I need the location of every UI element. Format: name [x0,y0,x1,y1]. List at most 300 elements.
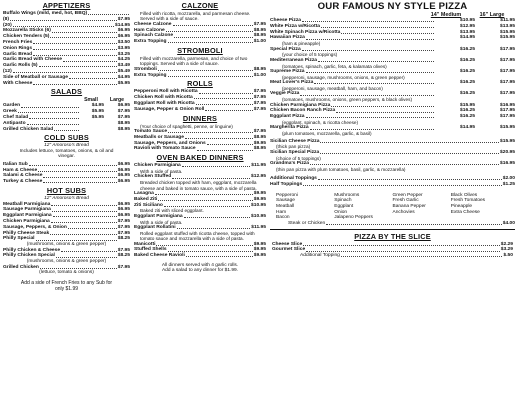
oven-baked-footer-1: All dinners served with 4 garlic rolls. [161,263,239,268]
item-price: $7.95 [117,230,130,236]
topping-option: Jalapeno Peppers [334,215,373,221]
item-name: Buffalo Wings (mild, med, hot, BBQ) [3,11,88,16]
item-name: Baked Cheese Ravioli [134,253,185,259]
menu-row [134,146,266,152]
item-price: $7.95 [117,264,130,270]
pizza-note: (plum tomatoes, mozzarella, garlic, & basil) [282,131,372,137]
dot-leader [33,52,117,56]
dot-leader [196,101,253,105]
steak-topping-label: Steak or Chicken [288,220,326,226]
pizza-large-price: $15.95 [500,35,515,41]
salad-large-price: $8.95 [117,120,130,126]
dot-leader [186,253,253,257]
dot-leader [63,57,117,61]
pizza-name: Meat Lover's Pizza [270,80,314,86]
item-name: Tomato Sauce [134,129,168,134]
item-name: With Cheese [3,80,33,86]
dinners-heading: DINNERS [182,113,218,123]
item-price: $11.95 [251,163,266,169]
item-price: $3.29 [500,247,513,253]
dot-leader [302,18,434,22]
pizza-medium-price: $15.95 [460,102,475,108]
item-name: Grandma's Pizza [270,161,309,167]
dot-leader [33,81,116,85]
item-name: French Fries [3,39,33,45]
item-price: $7.95 [117,247,130,253]
dot-leader [302,47,434,51]
pizza-name: White Pizza w/Ricotta [270,23,320,29]
item-name: Chicken Tenders (5) [3,34,50,40]
item-name: Philly Chicken & Cheese [3,247,61,253]
half-toppings-label: Half Toppings [270,182,303,188]
dot-leader [185,135,253,139]
menu-row [3,81,130,87]
topping-option: Black Olives [450,192,478,198]
item-price: $9.95 [253,253,266,259]
item-name: Ham Calzone [134,27,165,33]
salads-list [3,103,130,132]
topping-option: Bacon [276,215,290,221]
item-price: $7.95 [117,224,130,230]
dot-leader [336,108,434,112]
item-price: $6.95 [117,161,130,167]
dot-leader [172,174,250,178]
topping-option: Pepperoni [276,192,298,198]
dot-leader [306,35,434,39]
pizza-medium-price: $14.95 [460,125,475,131]
item-name: Philly Chicken Special [3,253,55,259]
dot-leader [21,103,79,107]
calzone-desc: Filled with ricotta, mozzarella, and parmesan cheese. Served with a side of sauce. [140,11,251,22]
item-name: (12) [3,68,12,74]
dot-leader [310,125,434,129]
item-name: Baked Ziti [134,196,158,202]
dot-leader [164,203,250,207]
dot-leader [38,168,117,172]
item-price: $10.95 [251,213,266,219]
item-name: Salami & Cheese [3,173,43,179]
topping-option: Green Pepper [392,192,423,198]
item-name: Gourmet Slice [272,247,306,253]
topping-option: Pineapple [450,204,473,209]
dot-leader [53,213,117,217]
dot-leader [51,202,116,206]
appetizers-heading: APPETIZERS [42,1,91,10]
item-name: Sicilian Special Pizza [270,149,320,155]
item-name: Eggplant Rollatini [134,225,176,230]
item-name: Stromboli [134,66,157,72]
additional-toppings-price: $2.00 [502,176,515,182]
calzone-list [134,22,266,45]
item-name: Italian Sub [3,161,28,167]
item-price: $9.95 [253,140,266,146]
dot-leader [168,129,253,133]
topping-option: Meatball [276,204,295,209]
item-name: Meatball Parmigiana [3,201,51,207]
item-name: Spinach Calzone [134,33,174,39]
item-note: (thin pan pizza with plum tomatoes, basil, garlic, & mozzarella) [276,166,406,172]
item-price: $9.95 [253,196,266,202]
item-price: $6.95 [117,207,130,213]
topping-option: Fresh Garlic [392,198,419,204]
salad-small-price: $5.95 [91,109,104,115]
item-price: $6.95 [117,34,130,40]
topping-option: Fresh Tomatoes [450,198,486,204]
item-name: Manicotti [134,241,156,247]
salads-large-label: Large [109,97,125,104]
item-price: $9.95 [253,247,266,253]
salad-small-price: $4.95 [91,103,104,109]
item-name: Garlic Bread with Cheese [3,57,62,63]
item-name: Additional Topping [300,253,340,259]
pizza-large-price: $13.95 [500,23,515,29]
pizza-medium-price: $14.95 [460,35,475,41]
dot-leader [43,173,116,177]
salad-small-price [80,127,104,133]
hot-subs-subtitle: 12" Amoroso's Bread [44,195,89,201]
pizza-large-price: $15.95 [500,29,515,35]
item-name: Garlic Rolls (5) [3,63,38,69]
hot-subs-list [3,202,130,276]
dot-leader [43,179,116,183]
dot-leader [155,191,253,195]
pizza-note: (pepperoni, sausage, meatball, ham, and bacon) [282,86,383,91]
pizza-large-price: $17.95 [500,108,515,114]
dot-leader [173,22,253,26]
item-name: Cheese Slice [272,241,303,247]
steak-topping-price: $4.00 [502,220,515,226]
item-price: $2.29 [500,241,513,247]
item-name: Philly Special [3,236,35,242]
stromboli-list [134,67,266,79]
item-price: $6.95 [117,201,130,207]
oven-baked-footer-2: Add a salad to any dinner for $1.99. [161,268,238,274]
menu-row [3,179,130,185]
dot-leader [69,75,117,79]
item-name: Philly Cheese Steak [3,230,50,236]
item-note: With a side of pasta. [140,168,183,174]
half-toppings-price: $1.25 [502,182,515,188]
dot-leader [56,253,117,257]
hot-subs-heading: HOT SUBS [46,185,87,195]
item-price: $8.95 [253,33,266,39]
salad-large-price: $6.95 [117,103,130,109]
pizza-large-price: $17.95 [500,46,515,52]
cold-subs-subtitle: 12" Amoroso's Bread [44,143,89,149]
item-name: Side of Meatball or Sausage [3,74,68,80]
dot-leader [166,28,253,32]
pizza-specials-list [270,139,515,173]
dot-leader [33,40,116,44]
item-name: Pepperoni Roll with Ricotta [134,89,198,95]
pizza-name: Margherita Pizza [270,125,309,131]
item-price: $8.25 [117,253,130,259]
toppings-grid [270,193,515,221]
dot-leader [306,247,500,251]
dot-leader [88,11,129,15]
topping-option: Ham [276,209,287,215]
dot-leader [177,225,251,229]
pizza-note: (your choice of 5 toppings) [282,52,338,58]
pizza-name: Veggie Pizza [270,91,300,97]
pizza-medium-price: $16.25 [460,69,475,74]
item-price: $7.95 [117,16,130,22]
rolls-list [134,89,266,112]
dot-leader [168,39,253,43]
dot-leader [36,236,117,240]
item-name: Eggplant Roll with Ricotta [134,101,195,106]
item-price: $7.95 [117,218,130,224]
item-note: Breaded chicken topped with ham, eggplant, mozzarella cheese and baked in tomato sauce, with a side of pasta. [140,180,257,191]
item-price: $.50 [503,253,513,259]
cold-subs-list [3,162,130,185]
pizza-medium-price: $16.25 [460,108,475,114]
dot-leader [158,67,253,71]
item-price: $5.95 [117,80,130,86]
dot-leader [33,46,117,50]
item-name: Stuffed Shells [134,247,167,253]
item-name: Extra Topping [134,72,167,78]
item-price: $8.95 [253,66,266,72]
pizza-medium-price: $10.95 [460,18,475,23]
salad-name: Antipasto [3,120,26,126]
item-price: $3.25 [117,51,130,57]
dot-leader [168,247,253,251]
item-name: Grilled Chicken [3,264,39,270]
dot-leader [13,69,117,73]
pizza-large-price: $15.95 [500,125,515,131]
item-price: $9.95 [253,191,266,196]
item-price: $6.95 [117,167,130,173]
pizza-medium-price: $16.25 [460,57,475,63]
item-note: With a side of pasta. [140,219,183,225]
item-price: $4.95 [117,74,130,80]
item-price: $6.95 [117,179,130,185]
pizza-note: (pepperoni, sausage, mushrooms, onions, & green pepper) [282,74,405,80]
pizza-name: Mediterranean Pizza [270,57,318,63]
dot-leader [341,30,434,34]
item-price: $16.95 [500,161,515,167]
pizza-list [270,18,515,137]
item-price: $7.95 [253,101,266,106]
dot-leader [182,163,251,167]
item-price: $3.49 [117,63,130,69]
pizza-name: Eggplant Pizza [270,114,305,120]
dot-leader [27,121,79,125]
dot-leader [29,162,117,166]
pizza-note: (ham & pineapple) [282,41,321,47]
appetizers-list [3,11,130,86]
item-price: $6.95 [117,28,130,34]
dot-leader [50,34,116,38]
item-note: (choice of 5 toppings) [276,155,321,161]
column-middle [134,0,266,274]
dot-leader [158,197,252,201]
item-price: $3.50 [117,39,130,45]
pizza-medium-price: $13.95 [460,29,475,35]
item-name: Turkey & Cheese [3,179,43,185]
pizza-name: Hawaiian Pizza [270,35,305,41]
item-price: $7.95 [253,95,266,101]
salad-name: Chef Salad [3,114,29,120]
salads-small-label: Small [84,97,98,104]
dot-leader [13,23,114,27]
item-price: $4.25 [117,57,130,63]
item-price: $3.95 [117,45,130,51]
pizza-large-price: $17.95 [500,69,515,74]
item-price: $10.95 [251,202,266,208]
rolls-heading: ROLLS [187,79,213,89]
salad-large-price: $8.95 [117,126,130,132]
item-name: Lasagna [134,191,154,196]
slice-heading: PIZZA BY THE SLICE [354,231,431,241]
item-note: Rolled eggplant stuffed with ricotta cheese, topped with tomato sauce and mozzarella with a side of pasta. [140,230,255,242]
item-price: $8.95 [253,146,266,152]
dot-leader [50,231,117,235]
pizza-name: Supreme Pizza [270,69,305,74]
menu-row [134,39,266,45]
pizza-medium-price: $16.25 [460,80,475,86]
item-note: (lettuce, tomato & onions) [39,270,94,276]
dot-leader [205,107,252,111]
dot-leader [29,115,79,119]
topping-option: Sausage [276,198,295,204]
item-name: Eggplant Parmigiana [134,213,183,219]
topping-option: Extra Cheese [450,209,480,215]
item-name: Cheese Calzone [134,21,172,27]
item-price: $8.95 [253,134,266,140]
topping-option: Anchovies [392,209,415,215]
item-name: Ziti Siciliano [134,202,163,208]
item-note: Baked ziti with sliced eggplant. [140,208,204,214]
dinners-list [134,129,266,152]
stromboli-desc: Filled with mozzarella, parmesan, and choice of two toppings. Served with a side of sauce. [140,56,248,67]
item-name: Onion Rings [3,45,33,51]
item-price: $11.95 [251,225,266,230]
pizza-medium-price: $16.25 [460,114,475,120]
dot-leader [52,28,117,32]
dot-leader [320,150,499,154]
pizza-name: Special Pizza [270,46,301,52]
dot-leader [61,248,117,252]
dinners-desc: (Your choice of spaghetti, penne, or linguine) [140,123,233,129]
slice-list [270,242,515,259]
pizza-large-price: $16.95 [500,102,515,108]
item-price: $6.95 [117,213,130,219]
item-name: Ravioli with Tomato Sauce [134,146,196,152]
item-note: (thick pan pizza) [276,144,311,150]
item-name: Chicken Roll with Ricotta [134,95,193,101]
dot-leader [18,109,79,113]
topping-option: Spinach [334,198,352,204]
dot-leader [197,146,253,150]
item-name: Sausage Parmigiana [3,207,51,213]
item-price: $7.95 [253,21,266,27]
item-name: Sausage, Peppers, & Onion [3,224,67,230]
item-price: $20.95 [500,149,515,155]
topping-option: Onion [334,209,348,215]
item-price: $9.95 [253,241,266,247]
dot-leader [321,24,434,28]
dot-leader [199,89,253,93]
pizza-large-price: $17.95 [500,57,515,63]
cold-subs-heading: COLD SUBS [44,133,89,143]
item-price: $12.95 [251,174,266,180]
item-name: Garlic Bread [3,51,33,57]
dot-leader [51,219,117,223]
dot-leader [194,95,253,99]
item-price: $14.95 [115,22,130,28]
pizza-heading: OUR FAMOUS NY STYLE PIZZA [317,1,468,12]
pizza-note: (tomatoes, spinach, garlic, feta, & kalamata olives) [282,63,387,69]
dot-leader [310,161,499,165]
item-price: $7.95 [253,129,266,134]
salad-large-price: $7.95 [117,109,130,115]
menu-row [134,73,266,79]
pizza-size-medium: 14" Medium [430,12,462,18]
item-name: Meatballs or Sausage [134,134,185,140]
oven-baked-list [134,163,266,259]
dot-leader [318,58,434,62]
pizza-name: White Spinach Pizza w/Ricotta [270,29,341,35]
item-note: (mushrooms, onions & green pepper) [26,242,107,248]
salad-name: Garden [3,103,21,109]
column-left [3,0,130,292]
salad-large-price: $7.95 [117,114,130,120]
item-price: $7.95 [253,106,266,112]
item-name: Sausage, Peppers, and Onions [134,140,206,146]
pizza-large-price: $17.95 [500,114,515,120]
pizza-note: (tomatoes, mushrooms, onions, green peppers, & black olives) [282,97,413,103]
item-note: (mushrooms, onions & green pepper) [26,259,107,265]
item-price: $8.25 [117,236,130,242]
calzone-heading: CALZONE [181,1,219,10]
salad-name: Grilled Chicken Salad [3,126,54,132]
dot-leader [168,73,253,77]
menu-row [270,253,515,259]
salad-row [3,127,130,133]
pizza-name: Chicken Parmigiana Pizza [270,102,331,108]
pizza-name: Cheese Pizza [270,18,301,23]
item-price: $5.49 [117,68,130,74]
item-name: Sausage, Pepper & Onion Roll [134,106,205,112]
item-price: $1.00 [253,72,266,78]
salad-small-price: $5.95 [91,114,104,120]
pizza-large-price: $17.95 [500,91,515,97]
item-price: $15.95 [500,138,515,144]
dot-leader [174,33,253,37]
dot-leader [156,242,252,246]
item-price: $1.00 [253,39,266,45]
menu-row [134,107,266,113]
topping-option: Banana Pepper [392,204,426,209]
salads-heading: SALADS [50,87,83,97]
item-price: $7.95 [253,89,266,95]
item-price: $6.95 [117,173,130,179]
dot-leader [40,265,117,269]
oven-baked-heading: OVEN BAKED DINNERS [156,153,244,163]
dot-leader [306,114,434,118]
dot-leader [300,91,434,95]
dot-leader [331,103,434,107]
item-name: Sicilian Cheese Pizza [270,138,320,144]
pizza-note: (eggplant, spinach, & ricotta cheese) [282,120,359,125]
pizza-medium-price: $16.25 [460,91,475,97]
dot-leader [68,225,117,229]
item-name: Chicken Stuffed [134,174,172,180]
dot-leader [303,242,500,246]
item-name: (8) [3,16,9,22]
